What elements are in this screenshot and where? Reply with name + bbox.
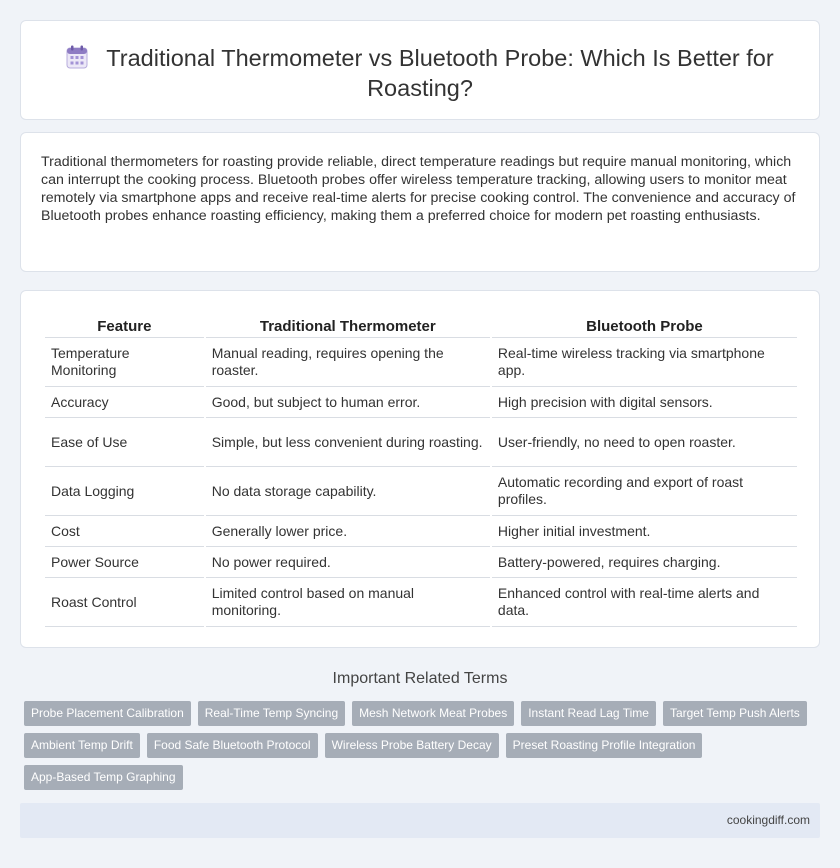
table-row <box>45 467 797 516</box>
feature-cell: Accuracy <box>45 387 204 418</box>
bluetooth-cell: Higher initial investment. <box>492 516 797 547</box>
traditional-cell: Limited control based on manual monitoring. <box>206 578 490 627</box>
tag-target-temp-push-alerts[interactable]: Target Temp Push Alerts <box>663 701 807 726</box>
bluetooth-cell: User-friendly, no need to open roaster. <box>492 418 797 467</box>
bluetooth-cell: Enhanced control with real-time alerts and data. <box>492 578 797 627</box>
table-row <box>45 578 797 627</box>
feature-cell: Cost <box>45 516 204 547</box>
header-card <box>20 20 820 120</box>
tag-real-time-temp-syncing[interactable]: Real-Time Temp Syncing <box>198 701 345 726</box>
tag-ambient-temp-drift[interactable]: Ambient Temp Drift <box>24 733 140 758</box>
table-row <box>45 387 797 418</box>
traditional-cell: No data storage capability. <box>206 467 490 516</box>
feature-cell: Power Source <box>45 547 204 578</box>
tag-probe-placement-calibration[interactable]: Probe Placement Calibration <box>24 701 191 726</box>
related-terms-heading: Important Related Terms <box>332 670 508 687</box>
tag-instant-read-lag-time[interactable]: Instant Read Lag Time <box>521 701 656 726</box>
related-terms-tags <box>24 701 814 797</box>
page-title: Traditional Thermometer vs Bluetooth Probe: Which Is Better for Roasting? <box>106 45 774 101</box>
tag-preset-roasting-profile-integration[interactable]: Preset Roasting Profile Integration <box>506 733 703 758</box>
traditional-cell: Simple, but less convenient during roasting. <box>206 418 490 467</box>
calendar-icon <box>66 45 88 69</box>
header-traditional-thermometer: Traditional Thermometer <box>206 316 490 338</box>
traditional-cell: No power required. <box>206 547 490 578</box>
traditional-cell: Manual reading, requires opening the roaster. <box>206 338 490 387</box>
table-row <box>45 547 797 578</box>
summary-card <box>20 132 820 272</box>
summary-text: Traditional thermometers for roasting provide reliable, direct temperature readings but require manual monitoring, which can interrupt the cooking process. Bluetooth probes offer wireless temperature tracking, allowing users to monitor meat remotely via smartphone apps and receive real-time alerts for precise cooking control. The convenience and accuracy of Bluetooth probes enhance roasting efficiency, making them a preferred choice for modern pet roasting enthusiasts. <box>41 154 796 224</box>
table-row <box>45 516 797 547</box>
tag-wireless-probe-battery-decay[interactable]: Wireless Probe Battery Decay <box>325 733 499 758</box>
tag-mesh-network-meat-probes[interactable]: Mesh Network Meat Probes <box>352 701 514 726</box>
header-bluetooth-probe: Bluetooth Probe <box>492 316 797 338</box>
feature-cell: Roast Control <box>45 578 204 627</box>
table-header-row <box>45 316 797 338</box>
traditional-cell: Good, but subject to human error. <box>206 387 490 418</box>
bluetooth-cell: Battery-powered, requires charging. <box>492 547 797 578</box>
table-row <box>45 338 797 387</box>
bluetooth-cell: High precision with digital sensors. <box>492 387 797 418</box>
page-title-container <box>61 43 779 103</box>
comparison-table <box>43 316 799 627</box>
tag-food-safe-bluetooth-protocol[interactable]: Food Safe Bluetooth Protocol <box>147 733 318 758</box>
feature-cell: Ease of Use <box>45 418 204 467</box>
header-feature: Feature <box>45 316 204 338</box>
tag-app-based-temp-graphing[interactable]: App-Based Temp Graphing <box>24 765 183 790</box>
bluetooth-cell: Real-time wireless tracking via smartphone app. <box>492 338 797 387</box>
bluetooth-cell: Automatic recording and export of roast profiles. <box>492 467 797 516</box>
feature-cell: Temperature Monitoring <box>45 338 204 387</box>
footer-bar <box>20 803 820 838</box>
comparison-table-card <box>20 290 820 648</box>
footer-site-link[interactable]: cookingdiff.com <box>726 813 810 827</box>
table-row <box>45 418 797 467</box>
traditional-cell: Generally lower price. <box>206 516 490 547</box>
feature-cell: Data Logging <box>45 467 204 516</box>
